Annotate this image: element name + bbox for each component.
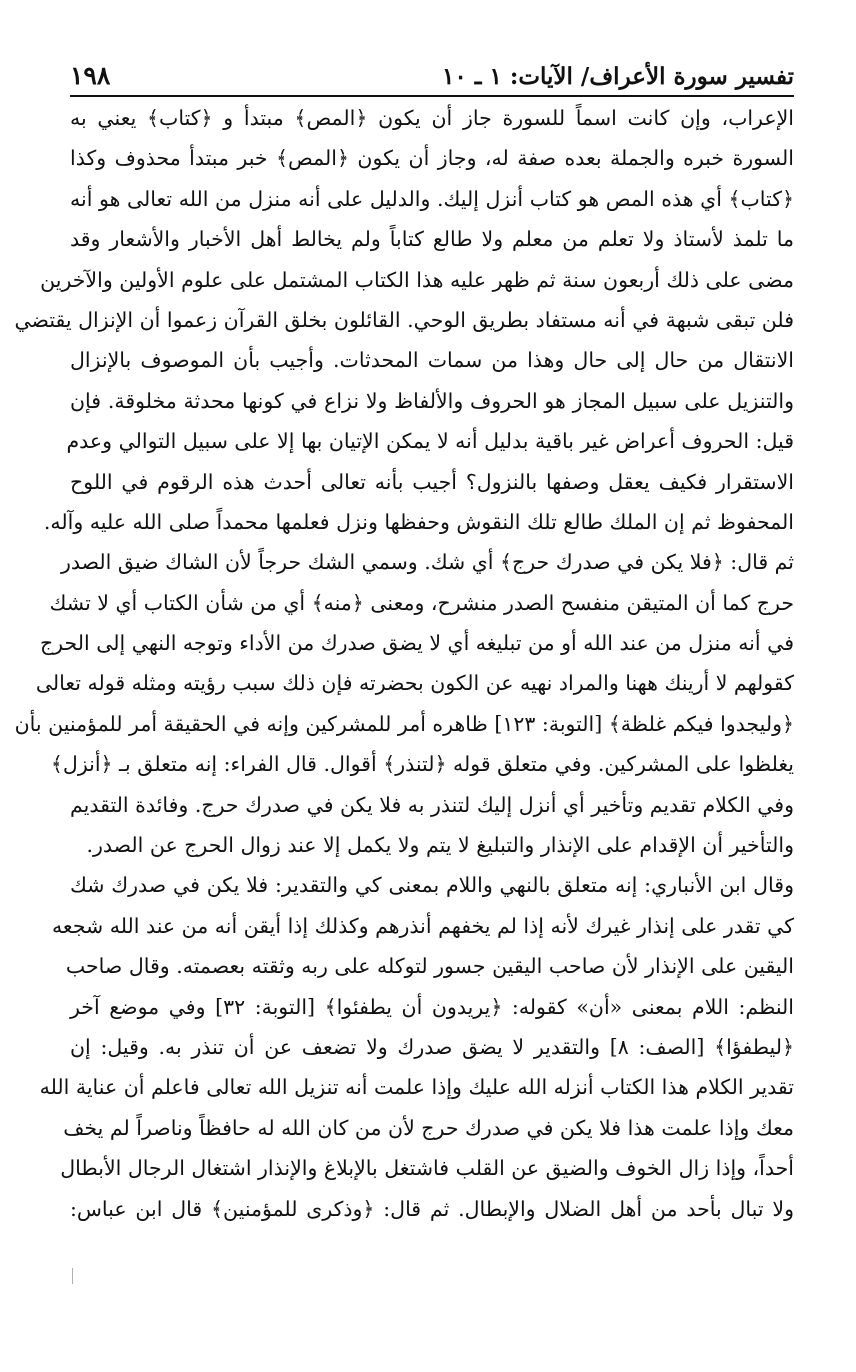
- text-line: الاستقرار فكيف يعقل وصفها بالنزول؟ أجيب بأنه تعالى أحدث هذه الرقوم في اللوح: [70, 469, 794, 494]
- text-line: تقدير الكلام هذا الكتاب أنزله الله عليك وإذا علمت أنه تنزيل الله تعالى فاعلم أن عناية الله: [39, 1075, 794, 1100]
- text-line: كقولهم لا أرينك ههنا والمراد نهيه عن الكون بحضرته فإن ذلك سبب رؤيته ومثله قوله تعالى: [35, 671, 794, 696]
- text-line: وفي الكلام تقديم وتأخير أي أنزل إليك لتنذر به فلا يكن في صدرك حرج. وفائدة التقديم: [70, 792, 794, 817]
- text-line: السورة خبره والجملة بعده صفة له، وجاز أن يكون ﴿المص﴾ خبر مبتدأ محذوف وكذا: [70, 146, 794, 171]
- text-line: مضى على ذلك أربعون سنة ثم ظهر عليه هذا الكتاب المشتمل على علوم الأولين والآخرين: [40, 267, 794, 292]
- text-line: المحفوظ ثم إن الملك طالع تلك النقوش وحفظها ونزل فعلمها محمداً صلى الله عليه وآله.: [43, 509, 794, 534]
- header-divider: [70, 95, 794, 97]
- text-line: فلن تبقى شبهة في أنه مستفاد بطريق الوحي. القائلون بخلق القرآن زعموا أن الإنزال يقتضي: [14, 307, 794, 332]
- text-line: الانتقال من حال إلى حال وهذا من سمات المحدثات. وأجيب بأن الموصوف بالإنزال: [70, 348, 794, 373]
- text-line: ﴿وليجدوا فيكم غلظة﴾ [التوبة: ١٢٣] ظاهره أمر للمشركين وإنه في الحقيقة أمر للمؤمنين بأن: [14, 711, 794, 736]
- commentary-text: [14, 98, 794, 1229]
- text-line: حرج كما أن المتيقن منفسح الصدر منشرح، ومعنى ﴿منه﴾ أي من شأن الكتاب أي لا تشك: [49, 590, 794, 615]
- text-line: في أنه منزل من عند الله أو من تبليغه أي لا يضق صدرك من الأداء وتوجه النهي إلى الحرج: [39, 631, 794, 656]
- text-line: ﴿كتاب﴾ أي هذه المص هو كتاب أنزل إليك. والدليل على أنه منزل من الله تعالى هو أنه: [70, 186, 794, 211]
- text-line: والتأخير أن الإقدام على الإنذار والتبليغ لا يتم ولا يكمل إلا عند زوال الحرج عن الصدر.: [86, 833, 794, 858]
- text-line: أحداً، وإذا زال الخوف والضيق عن القلب فاشتغل بالإبلاغ والإنذار اشتغال الرجال الأبطال: [60, 1156, 794, 1181]
- text-line: يغلظوا على المشركين. وفي متعلق قوله ﴿لتنذر﴾ أقوال. قال الفراء: إنه متعلق بـ ﴿أنزل﴾: [50, 752, 794, 777]
- page-number: ١٩٨: [70, 61, 111, 90]
- text-line: معك وإذا علمت هذا فلا يكن في صدرك حرج لأن من كان الله له حافظاً وناصراً لم يخف: [63, 1115, 794, 1140]
- text-line: اليقين على الإنذار لأن صاحب اليقين جسور لتوكله على ربه وثقته بعصمته. وقال صاحب: [65, 954, 794, 979]
- page-header: [70, 52, 794, 94]
- text-line: ﴿ليطفؤا﴾ [الصف: ٨] والتقدير لا يضق صدرك ولا تضعف عن أن تنذر به. وقيل: إن: [70, 1034, 794, 1059]
- text-line: والتنزيل على سبيل المجاز هو الحروف والألفاظ ولا نزاع في كونها محدثة مخلوقة. فإن: [70, 388, 794, 413]
- text-line: ثم قال: ﴿فلا يكن في صدرك حرج﴾ أي شك. وسمي الشك حرجاً لأن الشاك ضيق الصدر: [60, 550, 794, 575]
- running-title: تفسير سورة الأعراف/ الآيات: ١ ـ ١٠: [442, 63, 794, 90]
- text-line: ما تلمذ لأستاذ ولا تعلم من معلم ولا طالع كتاباً ولم يخالط أهل الأخبار والأشعار وقد: [70, 227, 794, 252]
- text-line: ولا تبال بأحد من أهل الضلال والإبطال. ثم قال: ﴿وذكرى للمؤمنين﴾ قال ابن عباس:: [70, 1196, 794, 1221]
- text-line: النظم: اللام بمعنى «أن» كقوله: ﴿يريدون أن يطفئوا﴾ [التوبة: ٣٢] وفي موضع آخر: [70, 994, 794, 1019]
- scan-mark: [72, 1268, 73, 1284]
- text-line: قيل: الحروف أعراض غير باقية بدليل أنه لا يمكن الإتيان بها إلا على سبيل التوالي وعدم: [66, 429, 794, 454]
- text-line: وقال ابن الأنباري: إنه متعلق بالنهي واللام بمعنى كي والتقدير: فلا يكن في صدرك شك: [70, 873, 794, 898]
- text-line: كي تقدر على إنذار غيرك لأنه إذا لم يخفهم أنذرهم وكذلك إذا أيقن أنه من عند الله شجعه: [51, 913, 794, 938]
- text-line: الإعراب، وإن كانت اسماً للسورة جاز أن يكون ﴿المص﴾ مبتدأ و ﴿كتاب﴾ يعني به: [70, 106, 794, 130]
